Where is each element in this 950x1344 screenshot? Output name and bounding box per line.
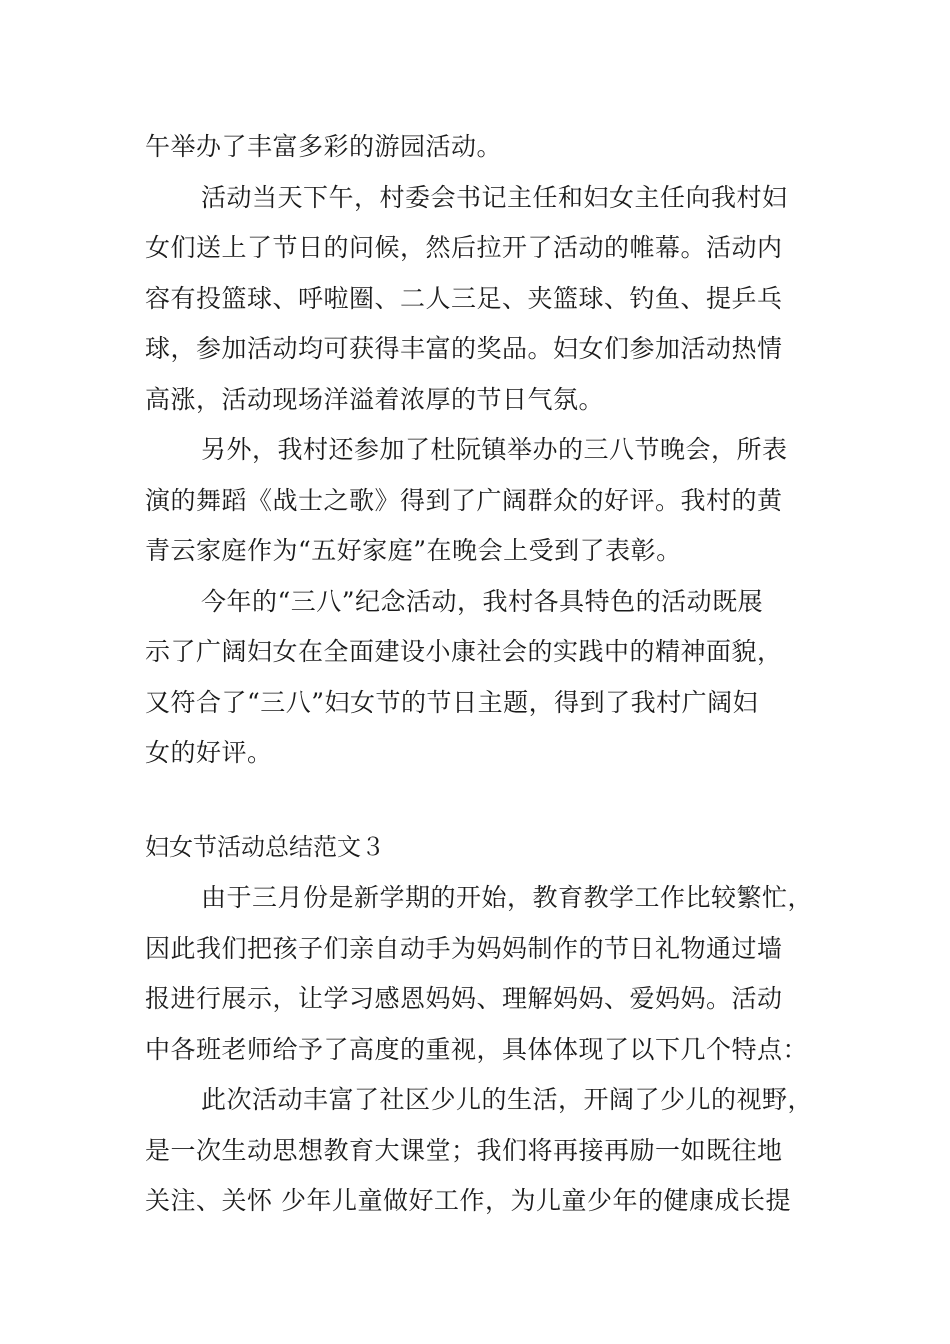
paragraph-line: 女们送上了节日的问候，然后拉开了活动的帷幕。活动内 [145,233,783,262]
paragraph-line: 关注、关怀 少年儿童做好工作，为儿童少年的健康成长提 [145,1186,791,1215]
section-2-body [145,873,815,1227]
paragraph-line: 高涨，活动现场洋溢着浓厚的节日气氛。 [145,384,605,414]
paragraph-line: 另外，我村还参加了杜阮镇举办的三八节晚会，所表 [201,435,788,464]
paragraph-line: 演的舞蹈《战士之歌》得到了广阔群众的好评。我村的黄 [145,485,783,515]
paragraph-line: 是一次生动思想教育大课堂；我们将再接再励一如既往地 [145,1135,783,1165]
paragraph-line: 中各班老师给予了高度的重视，具体体现了以下几个特点： [145,1034,809,1064]
paragraph-line: 活动当天下午，村委会书记主任和妇女主任向我村妇 [201,182,788,212]
paragraph-line: 今年的“三八”纪念活动，我村各具特色的活动既展 [201,586,764,616]
paragraph-line: 女的好评。 [145,738,273,767]
paragraph-line: 午举办了丰富多彩的游园活动。 [145,132,503,161]
paragraph-line: 容有投篮球、呼啦圈、二人三足、夹篮球、钓鱼、提乒乓 [145,283,783,313]
paragraph-line: 青云家庭作为“五好家庭”在晚会上受到了表彰。 [145,536,682,565]
section-heading: 妇女节活动总结范文３ [145,833,385,861]
paragraph-line: 报进行展示，让学习感恩妈妈、理解妈妈、爱妈妈。活动 [145,984,783,1013]
section-1-body [145,122,815,779]
paragraph-line: 由于三月份是新学期的开始，教育教学工作比较繁忙， [201,883,814,912]
paragraph-line: 又符合了“三八”妇女节的节日主题，得到了我村广阔妇 [145,687,759,717]
paragraph-line: 球，参加活动均可获得丰富的奖品。妇女们参加活动热情 [145,334,783,363]
paragraph-line: 因此我们把孩子们亲自动手为妈妈制作的节日礼物通过墙 [145,933,783,963]
paragraph-line: 示了广阔妇女在全面建设小康社会的实践中的精神面貌， [145,637,783,666]
paragraph-line: 此次活动丰富了社区少儿的生活，开阔了少儿的视野， [201,1085,814,1114]
